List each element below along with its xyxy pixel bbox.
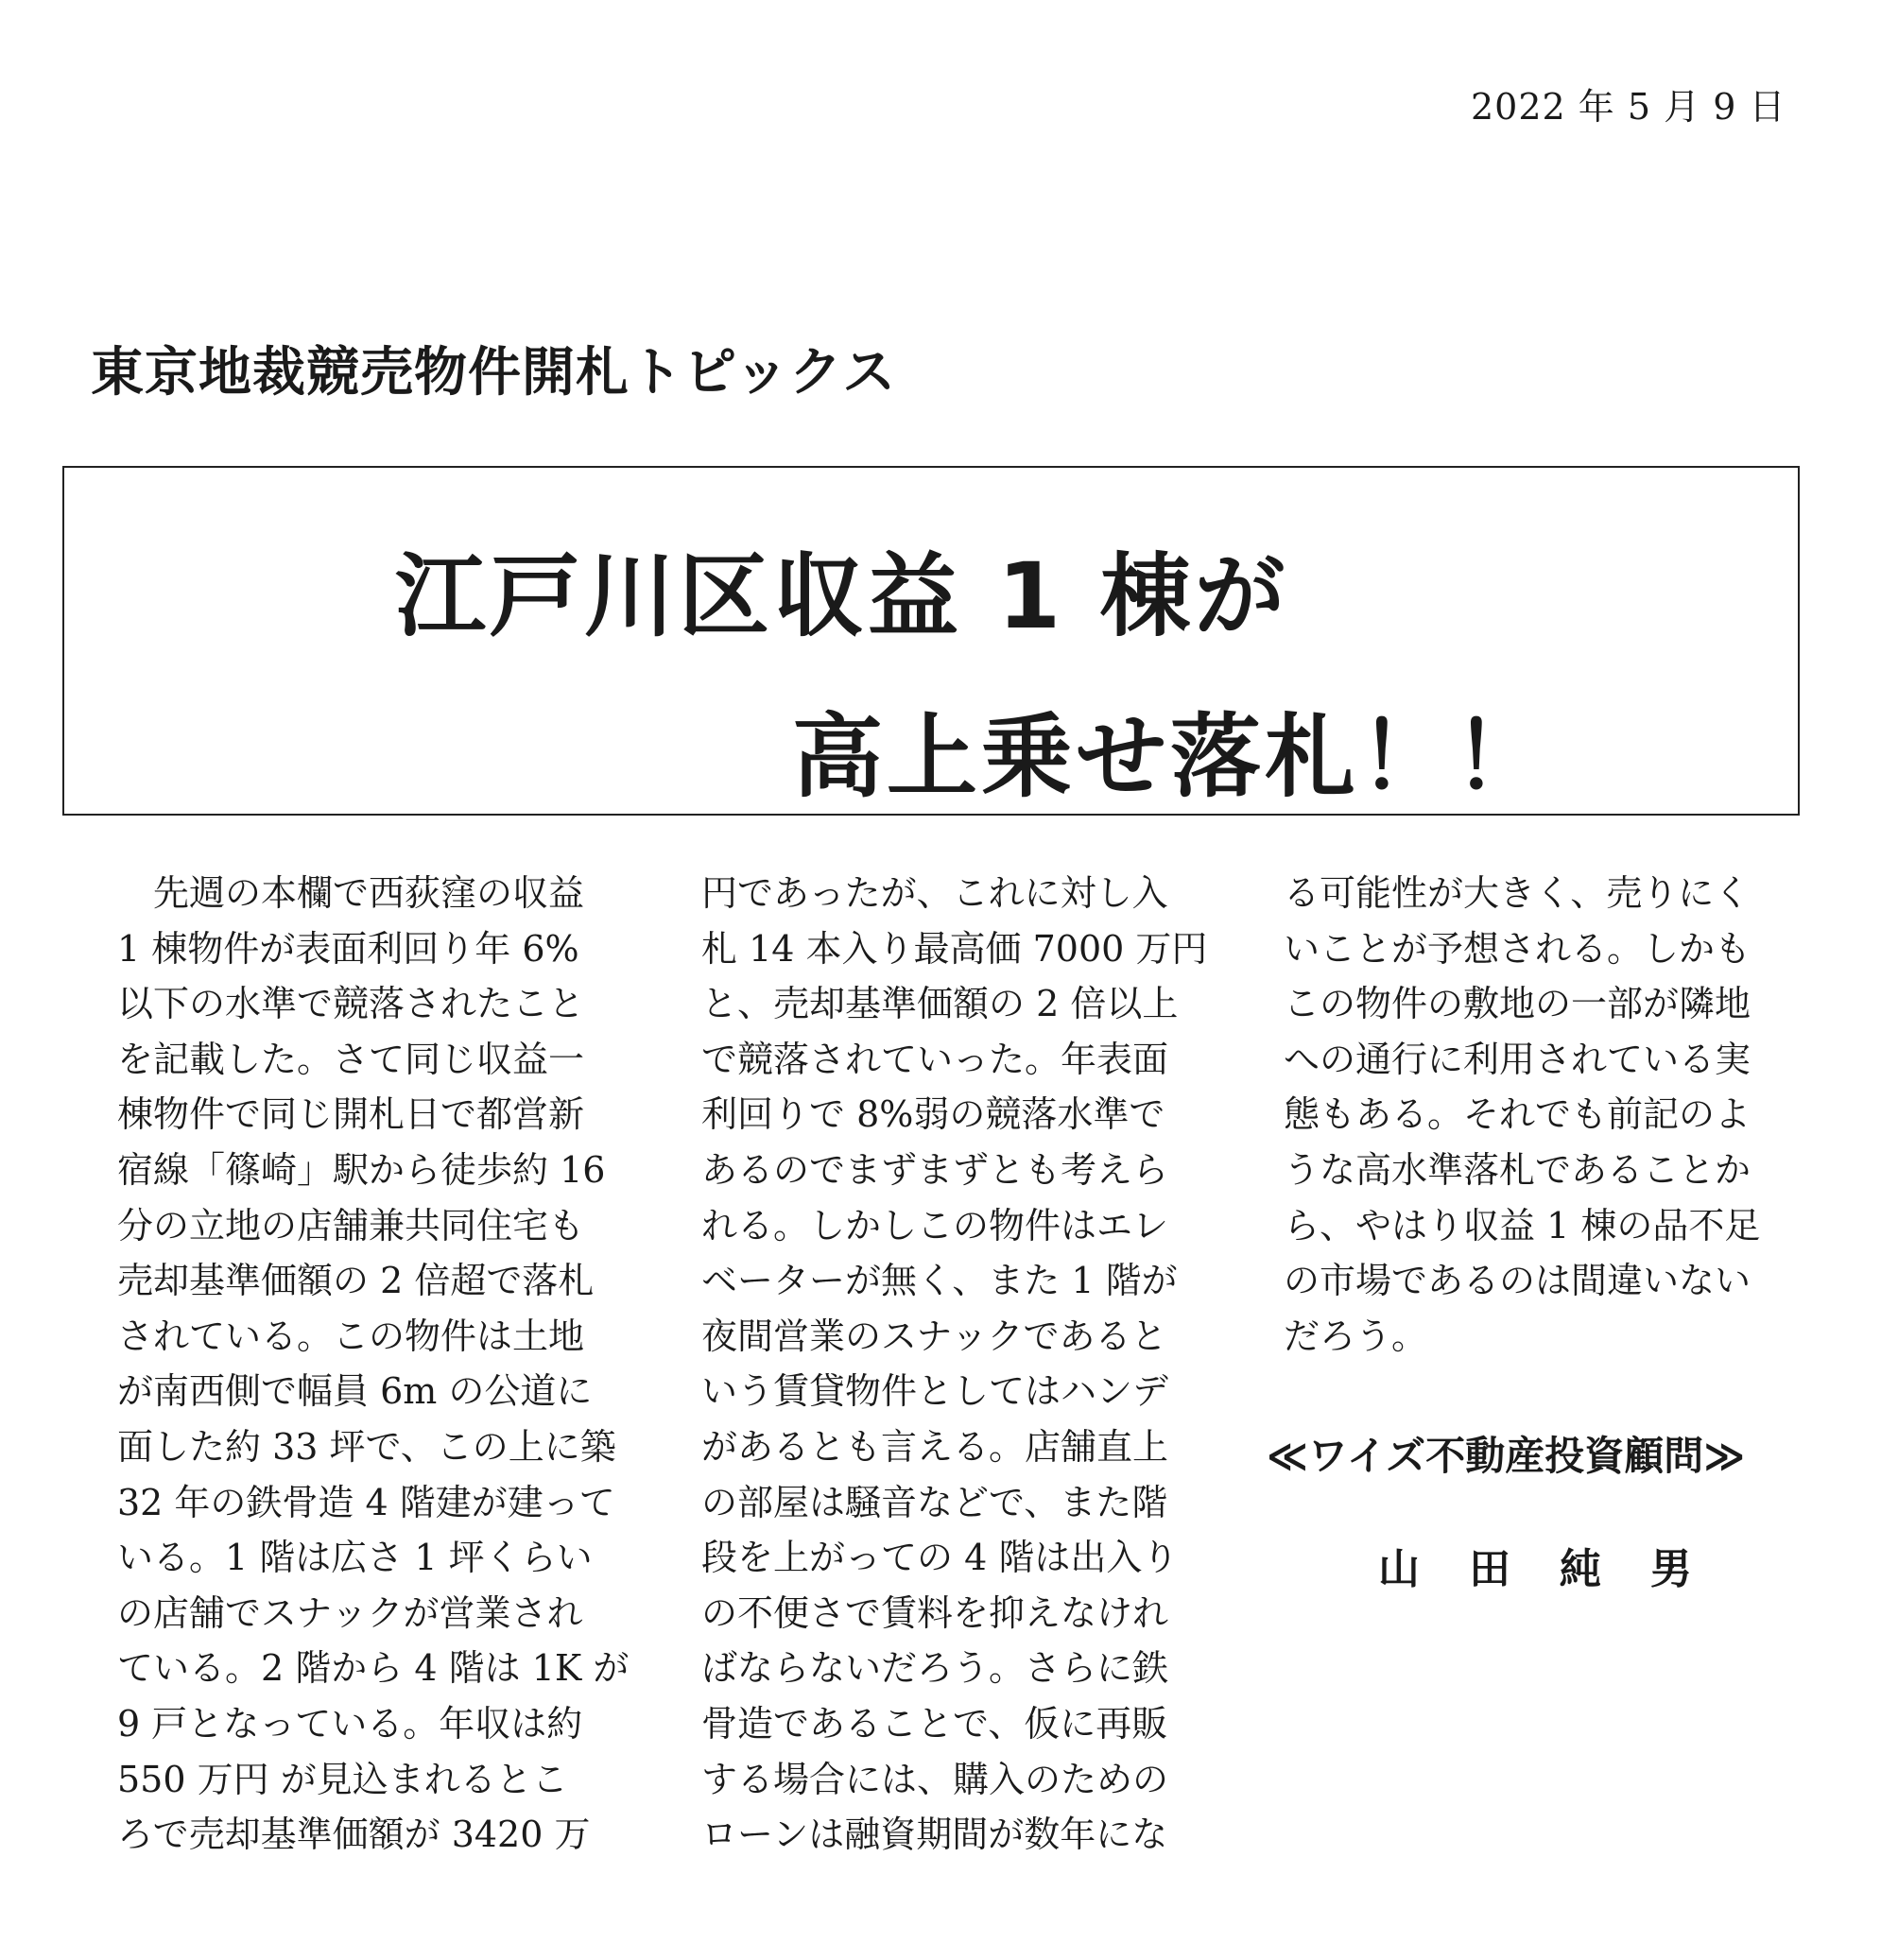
article-line: いる。1 階は広さ 1 坪くらい [117, 1537, 593, 1579]
article-line: を記載した。さて同じ収益一 [117, 1038, 585, 1080]
article-line: れる。しかしこの物件はエレ [701, 1204, 1169, 1246]
article-line: 宿線「篠崎」駅から徒歩約 16 [117, 1148, 606, 1191]
article-line: 円であったが、これに対し入 [701, 872, 1168, 914]
article-line: 利回りで 8%弱の競落水準で [701, 1093, 1165, 1136]
article-line: ベーターが無く、また 1 階が [701, 1260, 1178, 1302]
article-column-3 [1284, 866, 1785, 1364]
article-line: 分の立地の店舗兼共同住宅も [117, 1204, 585, 1246]
article-line: ばならないだろう。さらに鉄 [701, 1647, 1169, 1690]
article-line: 夜間営業のスナックであると [701, 1315, 1167, 1357]
article-line: いう賃貸物件としてはハンデ [701, 1370, 1169, 1413]
article-line: の部屋は騒音などで、また階 [701, 1481, 1168, 1523]
article-line: 面した約 33 坪で、この上に築 [117, 1425, 616, 1468]
article-line: 9 戸となっている。年収は約 [117, 1702, 583, 1745]
article-line: この物件の敷地の一部が隣地 [1284, 983, 1751, 1025]
article-line: あるのでまずまずとも考えら [701, 1148, 1169, 1191]
series-title: 東京地裁競売物件開札トピックス [91, 342, 897, 404]
article-line: 態もある。それでも前記のよ [1284, 1093, 1751, 1136]
article-line: 32 年の鉄骨造 4 階建が建って [117, 1481, 615, 1523]
article-line: 以下の水準で競落されたこと [117, 983, 585, 1025]
article-line: されている。この物件は土地 [117, 1315, 585, 1357]
article-line: だろう。 [1284, 1315, 1428, 1357]
article-line: と、売却基準価額の 2 倍以上 [701, 983, 1179, 1025]
article-line: 1 棟物件が表面利回り年 6% [117, 927, 579, 970]
headline-box [62, 466, 1800, 816]
article-line: いことが予想される。しかも [1284, 927, 1751, 970]
article-line: する場合には、購入のための [701, 1758, 1169, 1800]
publish-date: 2022 年 5 月 9 日 [1471, 86, 1786, 128]
article-line: があるとも言える。店舗直上 [701, 1425, 1169, 1468]
article-line: 骨造であることで、仮に再販 [701, 1702, 1168, 1745]
article-line: への通行に利用されている実 [1284, 1038, 1751, 1080]
article-line: 550 万円 が見込まれるとこ [117, 1758, 568, 1800]
article-line: 売却基準価額の 2 倍超で落札 [117, 1260, 595, 1302]
article-column-1 [117, 866, 630, 1863]
headline-line-1: 江戸川区収益 1 棟が [395, 543, 1289, 649]
article-column-2 [701, 866, 1208, 1863]
article-line: 札 14 本入り最高価 7000 万円 [701, 927, 1208, 970]
article-line: ている。2 階から 4 階は 1K が [117, 1647, 630, 1690]
article-line: 先週の本欄で西荻窪の収益 [117, 872, 585, 914]
article-line: の不便さで賃料を抑えなけれ [701, 1591, 1169, 1634]
article-line: が南西側で幅員 6m の公道に [117, 1370, 593, 1413]
organization-name: ≪ワイズ不動産投資顧問≫ [1267, 1433, 1746, 1479]
article-line: 棟物件で同じ開札日で都営新 [117, 1093, 585, 1136]
article-line: ろで売却基準価額が 3420 万 [117, 1814, 591, 1856]
article-line: うな高水準落札であることか [1284, 1148, 1751, 1191]
headline-line-2: 高上乗せ落札！！ [792, 704, 1548, 810]
article-line: 段を上がっての 4 階は出入り [701, 1537, 1179, 1579]
author-name: 山 田 純 男 [1378, 1545, 1696, 1593]
article-line: ローンは融資期間が数年にな [701, 1814, 1168, 1856]
article-line: ら、やはり収益 1 棟の品不足 [1284, 1204, 1761, 1246]
article-line: る可能性が大きく、売りにく [1284, 872, 1751, 914]
article-line: で競落されていった。年表面 [701, 1038, 1169, 1080]
article-line: の市場であるのは間違いない [1284, 1260, 1751, 1302]
article-line: の店舗でスナックが営業され [117, 1591, 583, 1634]
